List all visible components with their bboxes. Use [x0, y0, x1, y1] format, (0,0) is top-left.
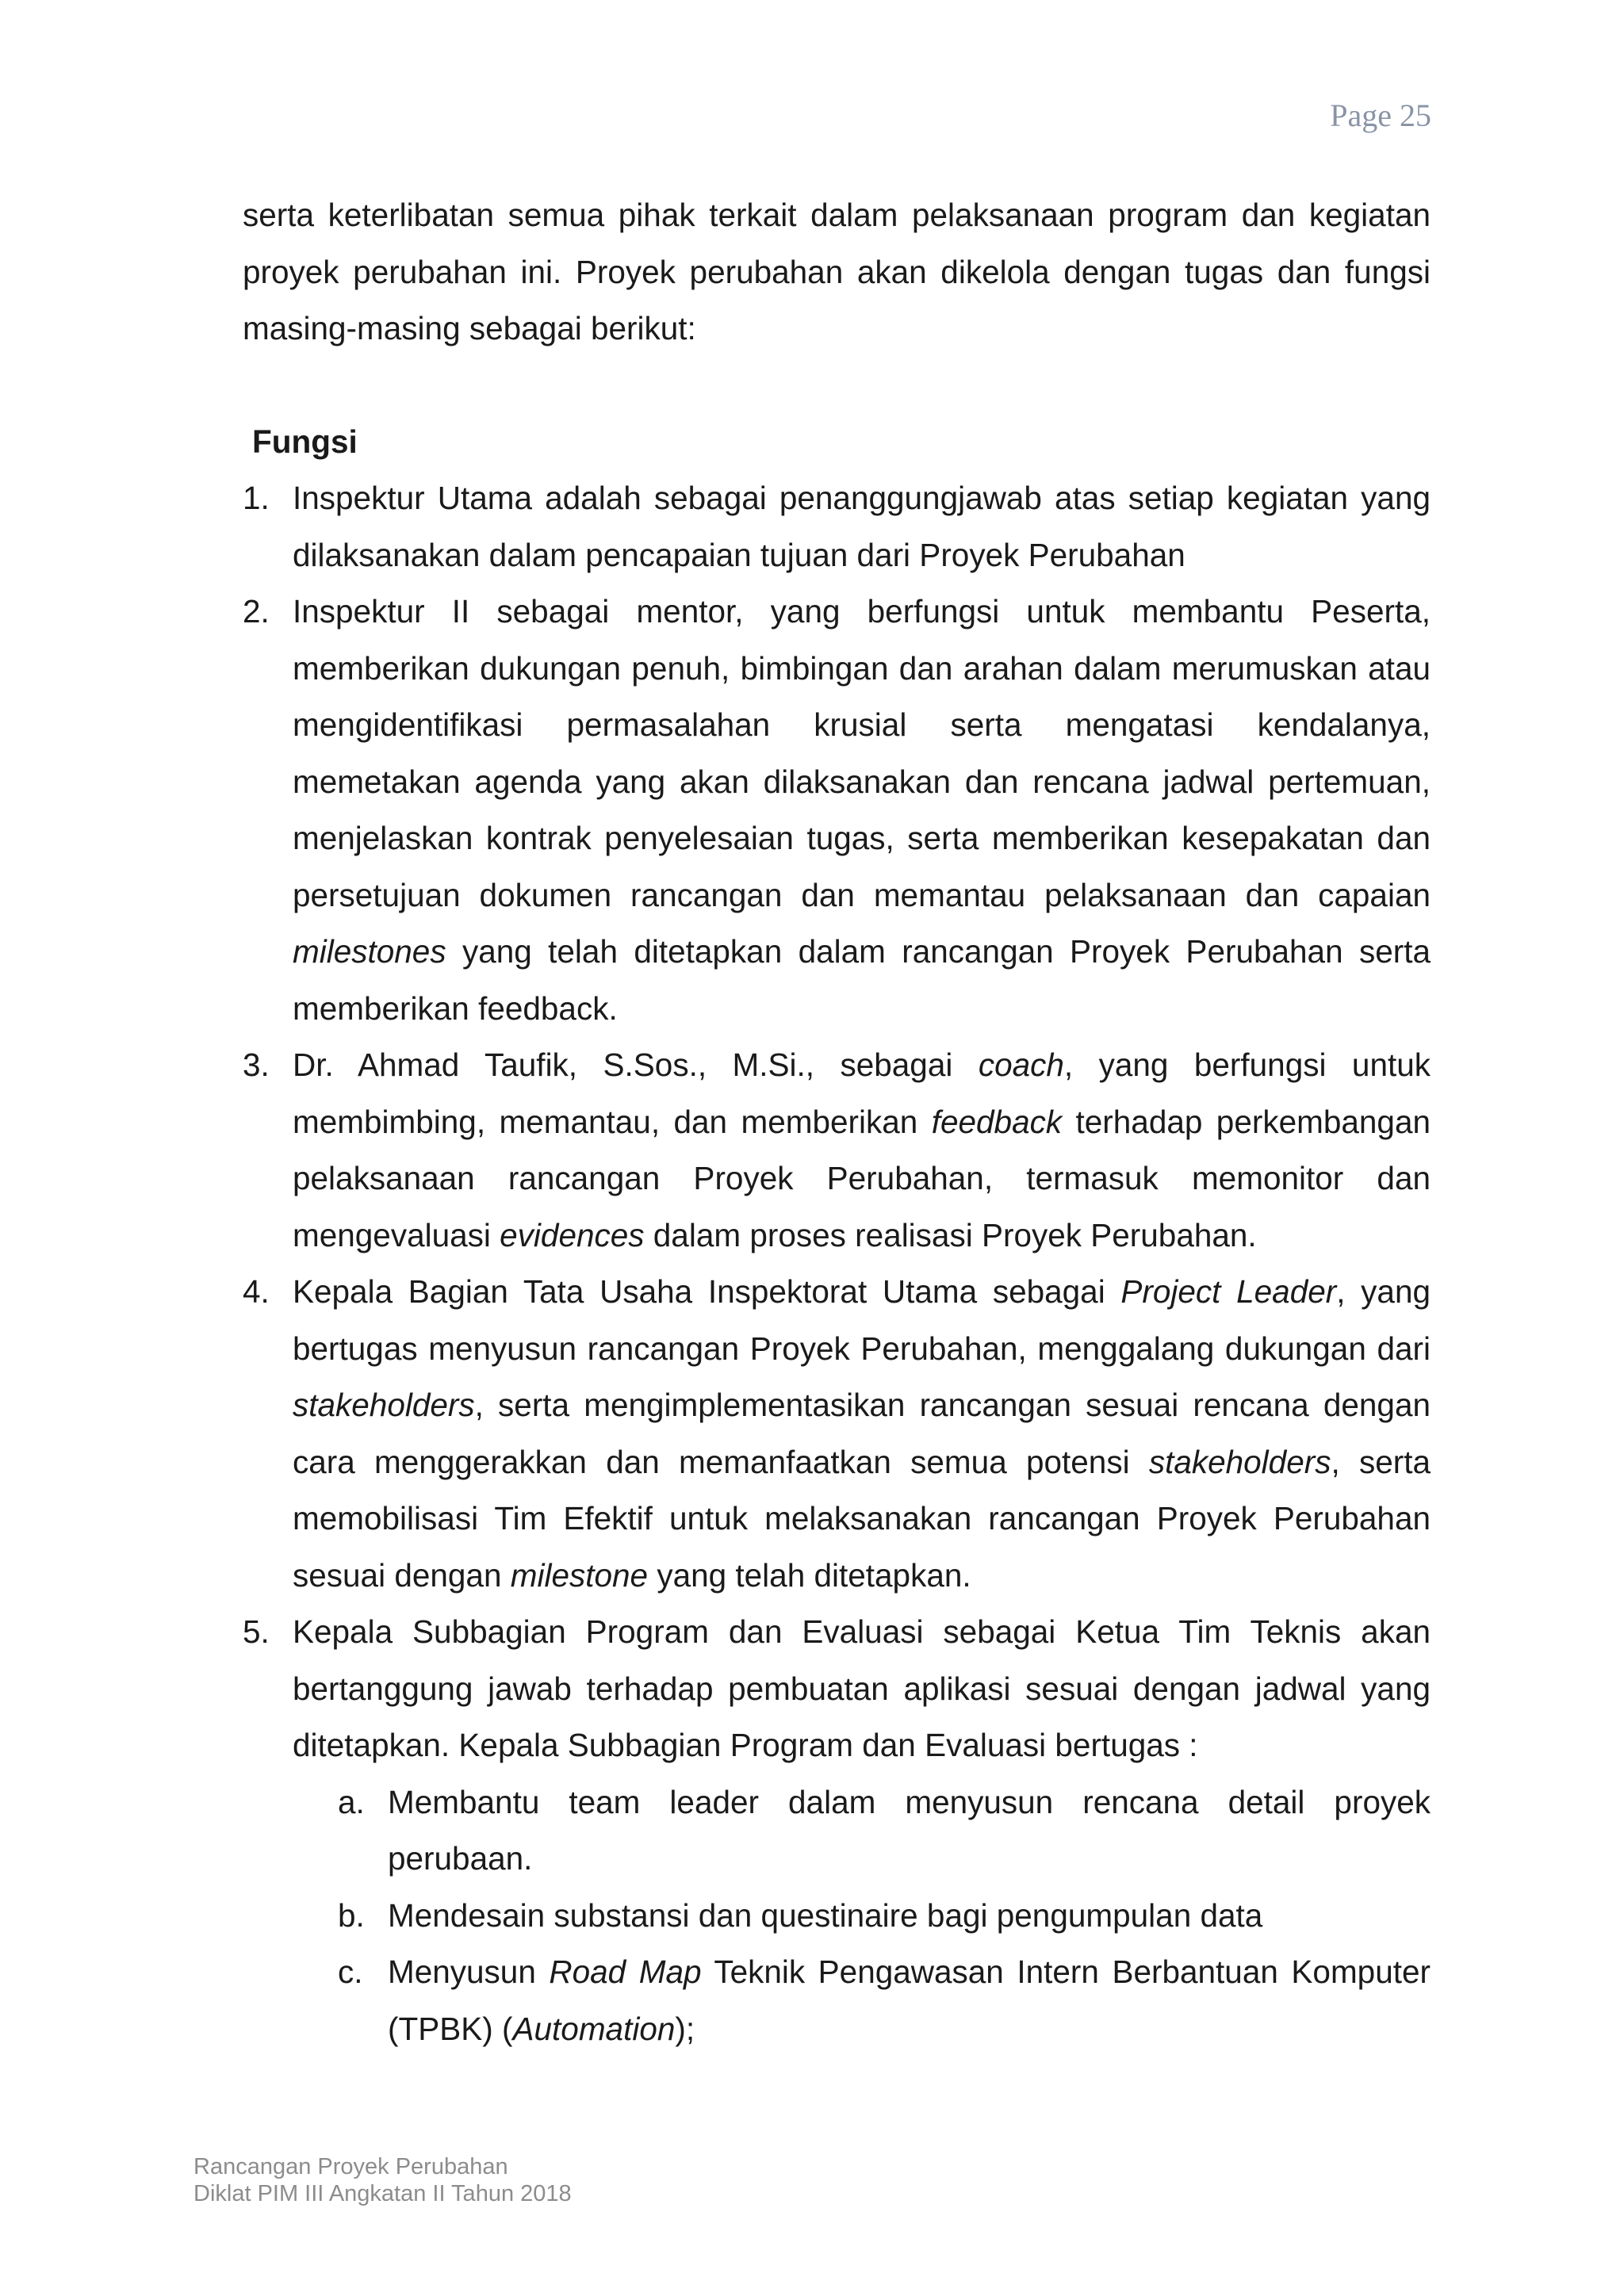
sub-list-item — [338, 1944, 1431, 2057]
item-text: yang telah ditetapkan. — [648, 1556, 971, 1594]
item-letter: c. — [338, 1954, 363, 1990]
list-item — [243, 1264, 1431, 1604]
item-text: Inspektur II sebagai mentor, yang berfungsi untuk membantu Peserta, memberikan dukungan penuh, bimbingan dan arahan dalam merumuskan atau mengidentifikasi permasalahan krusial serta mengatasi kendalanya, memetakan agenda yang akan dilaksanakan dan rencana jadwal pertemuan, menjelaskan kontrak penyelesaian tugas, serta memberikan kesepakatan dan persetujuan dokumen rancangan dan memantau pelaksanaan dan capaian — [293, 593, 1431, 913]
item-text: , serta memobilisasi Tim Efektif untuk melaksanakan rancangan Proyek Perubahan sesuai dengan — [293, 1443, 1431, 1594]
italic-term: Road Map — [549, 1954, 702, 1990]
item-number: 5. — [243, 1613, 270, 1650]
item-text: Dr. Ahmad Taufik, S.Sos., M.Si., sebagai — [293, 1047, 979, 1083]
list-item — [243, 1037, 1431, 1264]
item-number: 2. — [243, 593, 270, 629]
intro-paragraph: serta keterlibatan semua pihak terkait dalam pelaksanaan program dan kegiatan proyek perubahan ini. Proyek perubahan akan dikelola dengan tugas dan fungsi masing-masing sebagai berikut: — [243, 197, 1431, 346]
item-text: Kepala Subbagian Program dan Evaluasi sebagai Ketua Tim Teknis akan bertanggung jawab terhadap pembuatan aplikasi sesuai dengan jadwal yang ditetapkan. Kepala Subbagian Program dan Evaluasi bertugas : — [293, 1613, 1431, 1763]
italic-term: Project Leader — [1120, 1273, 1337, 1310]
italic-term: evidences — [500, 1216, 645, 1253]
item-text: Teknik Pengawasan Intern Berbantuan Komputer (TPBK) ( — [388, 1954, 1431, 2047]
italic-term: coach — [978, 1047, 1064, 1083]
item-text: , yang berfungsi untuk membimbing, memantau, dan memberikan — [293, 1047, 1431, 1140]
italic-term: Automation — [512, 2010, 676, 2047]
list-item — [243, 1604, 1431, 1774]
item-text: Menyusun — [388, 1954, 550, 1990]
item-text: ); — [675, 2010, 695, 2047]
item-letter: b. — [338, 1896, 365, 1934]
item-text: terhadap perkembangan pelaksanaan rancangan Proyek Perubahan, termasuk memonitor dan mengevaluasi — [293, 1103, 1431, 1253]
item-text: yang telah ditetapkan dalam rancangan Proyek Perubahan serta memberikan feedback. — [293, 933, 1431, 1027]
item-number: 3. — [243, 1047, 270, 1083]
item-text: Membantu team leader dalam menyusun rencana detail proyek perubaan. — [388, 1783, 1431, 1877]
page-number: Page 25 — [1330, 98, 1431, 133]
list-item — [243, 584, 1431, 1037]
italic-term: stakeholders — [1148, 1443, 1331, 1480]
item-text: dalam proses realisasi Proyek Perubahan. — [644, 1216, 1257, 1253]
italic-term: feedback — [931, 1103, 1063, 1140]
section-heading: Fungsi — [252, 423, 358, 460]
page-content — [243, 187, 1431, 2057]
item-text: Mendesain substansi dan questinaire bagi pengumpulan data — [388, 1896, 1263, 1934]
item-text: , yang bertugas menyusun rancangan Proyek Perubahan, menggalang dukungan dari — [293, 1273, 1431, 1367]
item-number: 1. — [243, 480, 270, 516]
italic-term: milestones — [293, 933, 446, 970]
page-footer — [193, 2153, 572, 2207]
list-item — [243, 470, 1431, 584]
italic-term: milestone — [510, 1556, 649, 1594]
item-number: 4. — [243, 1273, 270, 1310]
sub-list-item — [338, 1774, 1431, 1888]
item-text: Inspektur Utama adalah sebagai penanggungjawab atas setiap kegiatan yang dilaksanakan dalam pencapaian tujuan dari Proyek Perubahan — [293, 480, 1431, 573]
item-letter: a. — [338, 1783, 365, 1820]
italic-term: stakeholders — [293, 1387, 475, 1423]
footer-subtitle: Diklat PIM III Angkatan II Tahun 2018 — [193, 2181, 572, 2206]
footer-title: Rancangan Proyek Perubahan — [193, 2154, 508, 2179]
sub-list-item — [338, 1888, 1431, 1945]
item-text: , serta mengimplementasikan rancangan sesuai rencana dengan cara menggerakkan dan memanfaatkan semua potensi — [293, 1387, 1431, 1480]
item-text: Kepala Bagian Tata Usaha Inspektorat Utama sebagai — [293, 1273, 1121, 1310]
